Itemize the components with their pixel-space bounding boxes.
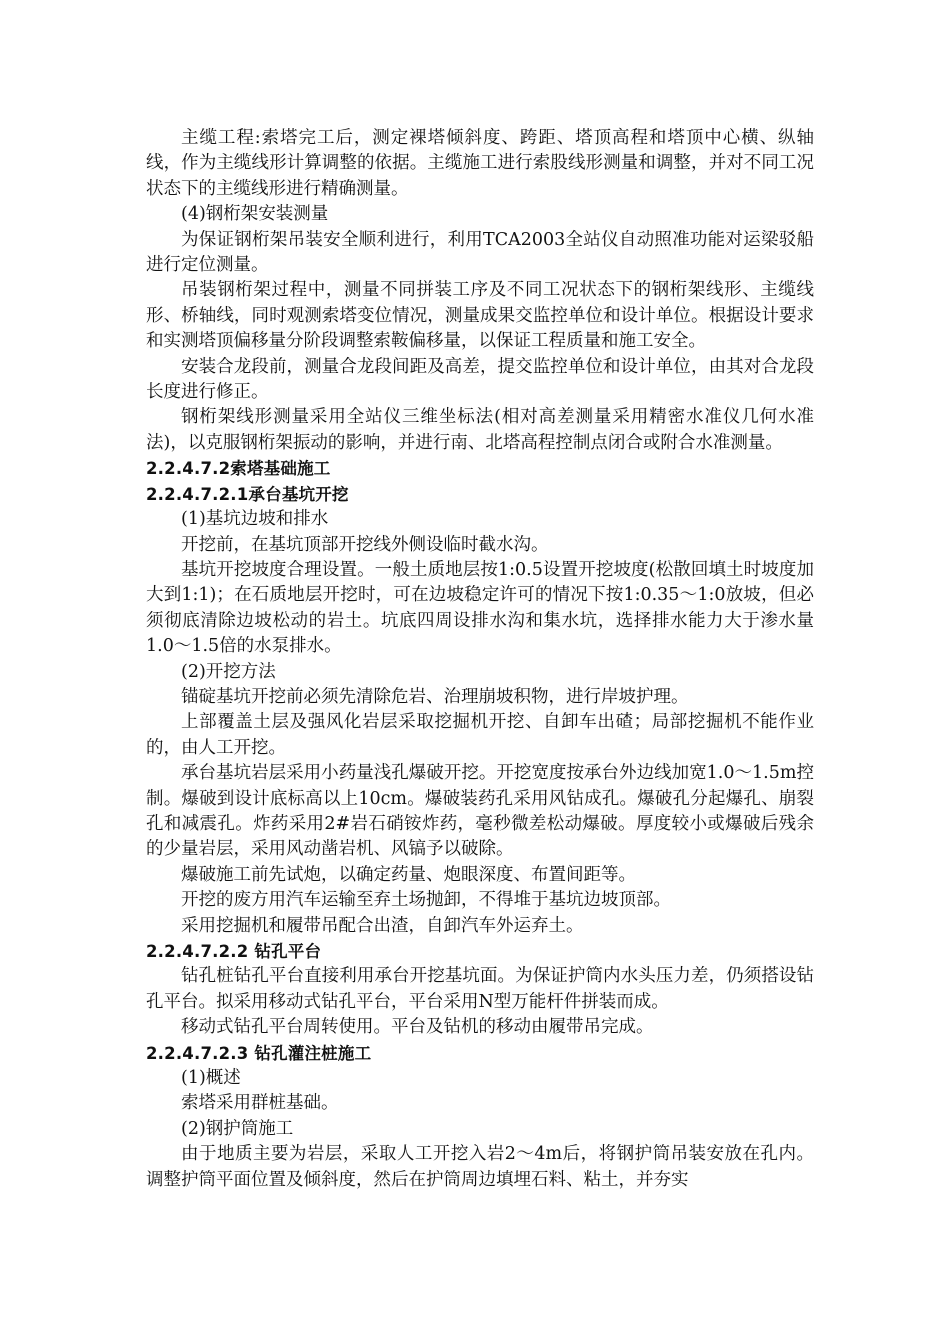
paragraph: 安装合龙段前，测量合龙段间距及高差，提交监控单位和设计单位，由其对合龙段长度进行修正。 (146, 356, 814, 403)
subsection-label: (2)开挖方法 (181, 661, 276, 682)
paragraph: 钢桁架线形测量采用全站仪三维坐标法(相对高差测量采用精密水准仪几何水准法)，以克服钢桁架振动的影响，并进行南、北塔高程控制点闭合或附合水准测量。 (146, 407, 814, 453)
paragraph: 移动式钻孔平台周转使用。平台及钻机的移动由履带吊完成。 (181, 1017, 654, 1038)
subsection-label: (1)概述 (181, 1068, 241, 1089)
paragraph: 由于地质主要为岩层，采取人工开挖入岩2～4m后，将钢护筒吊装安放在孔内。调整护筒平面位置及倾斜度，然后在护筒周边填埋石料、粘土，并夯实 (146, 1144, 814, 1190)
document-page (146, 126, 814, 1193)
paragraph: 承台基坑岩层采用小药量浅孔爆破开挖。开挖宽度按承台外边线加宽1.0～1.5m控制。爆破到设计底标高以上10cm。爆破装药孔采用风钻成孔。爆破孔分起爆孔、崩裂孔和减震孔。炸药采用2#岩石硝铵炸药，毫秒微差松动爆破。厚度较小或爆破后残余的少量岩层，采用风动凿岩机、风镐予以破除。 (146, 763, 814, 860)
paragraph: 基坑开挖坡度合理设置。一般土质地层按1:0.5设置开挖坡度(松散回填土时坡度加大到1:1)；在石质地层开挖时，可在边坡稳定许可的情况下按1:0.35～1:0放坡，但必须彻底清除边坡松动的岩土。坑底四周设排水沟和集水坑，选择排水能力大于渗水量1.0～1.5倍的水泵排水。 (146, 559, 814, 657)
paragraph: 吊装钢桁架过程中，测量不同拼装工序及不同工况状态下的钢桁架线形、主缆线形、桥轴线，同时观测索塔变位情况，测量成果交监控单位和设计单位。根据设计要求和实测塔顶偏移量分阶段调整索鞍偏移量，以保证工程质量和施工安全。 (146, 280, 814, 352)
paragraph: 采用挖掘机和履带吊配合出渣，自卸汽车外运弃土。 (181, 915, 584, 936)
paragraph: 索塔采用群桩基础。 (181, 1093, 339, 1114)
paragraph: 开挖的废方用汽车运输至弃土场抛卸，不得堆于基坑边坡顶部。 (181, 890, 671, 911)
section-heading: 2.2.4.7.2.3 钻孔灌注桩施工 (146, 1043, 372, 1063)
section-heading: 2.2.4.7.2.2 钻孔平台 (146, 942, 322, 961)
paragraph: 主缆工程:索塔完工后，测定裸塔倾斜度、跨距、塔顶高程和塔顶中心横、纵轴线，作为主缆线形计算调整的依据。主缆施工进行索股线形测量和调整，并对不同工况状态下的主缆线形进行精确测量。 (146, 128, 814, 199)
paragraph: 锚碇基坑开挖前必须先清除危岩、治理崩坡积物，进行岸坡护理。 (181, 686, 689, 707)
section-heading: 2.2.4.7.2.1承台基坑开挖 (146, 484, 349, 504)
paragraph: 为保证钢桁架吊装安全顺利进行，利用TCA2003全站仪自动照准功能对运梁驳船进行定位测量。 (146, 229, 814, 276)
paragraph: 钻孔桩钻孔平台直接利用承台开挖基坑面。为保证护筒内水头压力差，仍须搭设钻孔平台。拟采用移动式钻孔平台，平台采用N型万能杆件拼装而成。 (146, 966, 814, 1012)
paragraph: 爆破施工前先试炮，以确定药量、炮眼深度、布置间距等。 (181, 864, 636, 885)
paragraph: 开挖前，在基坑顶部开挖线外侧设临时截水沟。 (181, 534, 549, 555)
subsection-label: (1)基坑边坡和排水 (181, 509, 329, 530)
subsection-label: (2)钢护筒施工 (181, 1118, 294, 1139)
paragraph: 上部覆盖土层及强风化岩层采取挖掘机开挖、自卸车出碴；局部挖掘机不能作业的，由人工开挖。 (146, 712, 814, 758)
section-heading: 2.2.4.7.2索塔基础施工 (146, 459, 331, 479)
subsection-label: (4)钢桁架安装测量 (181, 204, 329, 225)
